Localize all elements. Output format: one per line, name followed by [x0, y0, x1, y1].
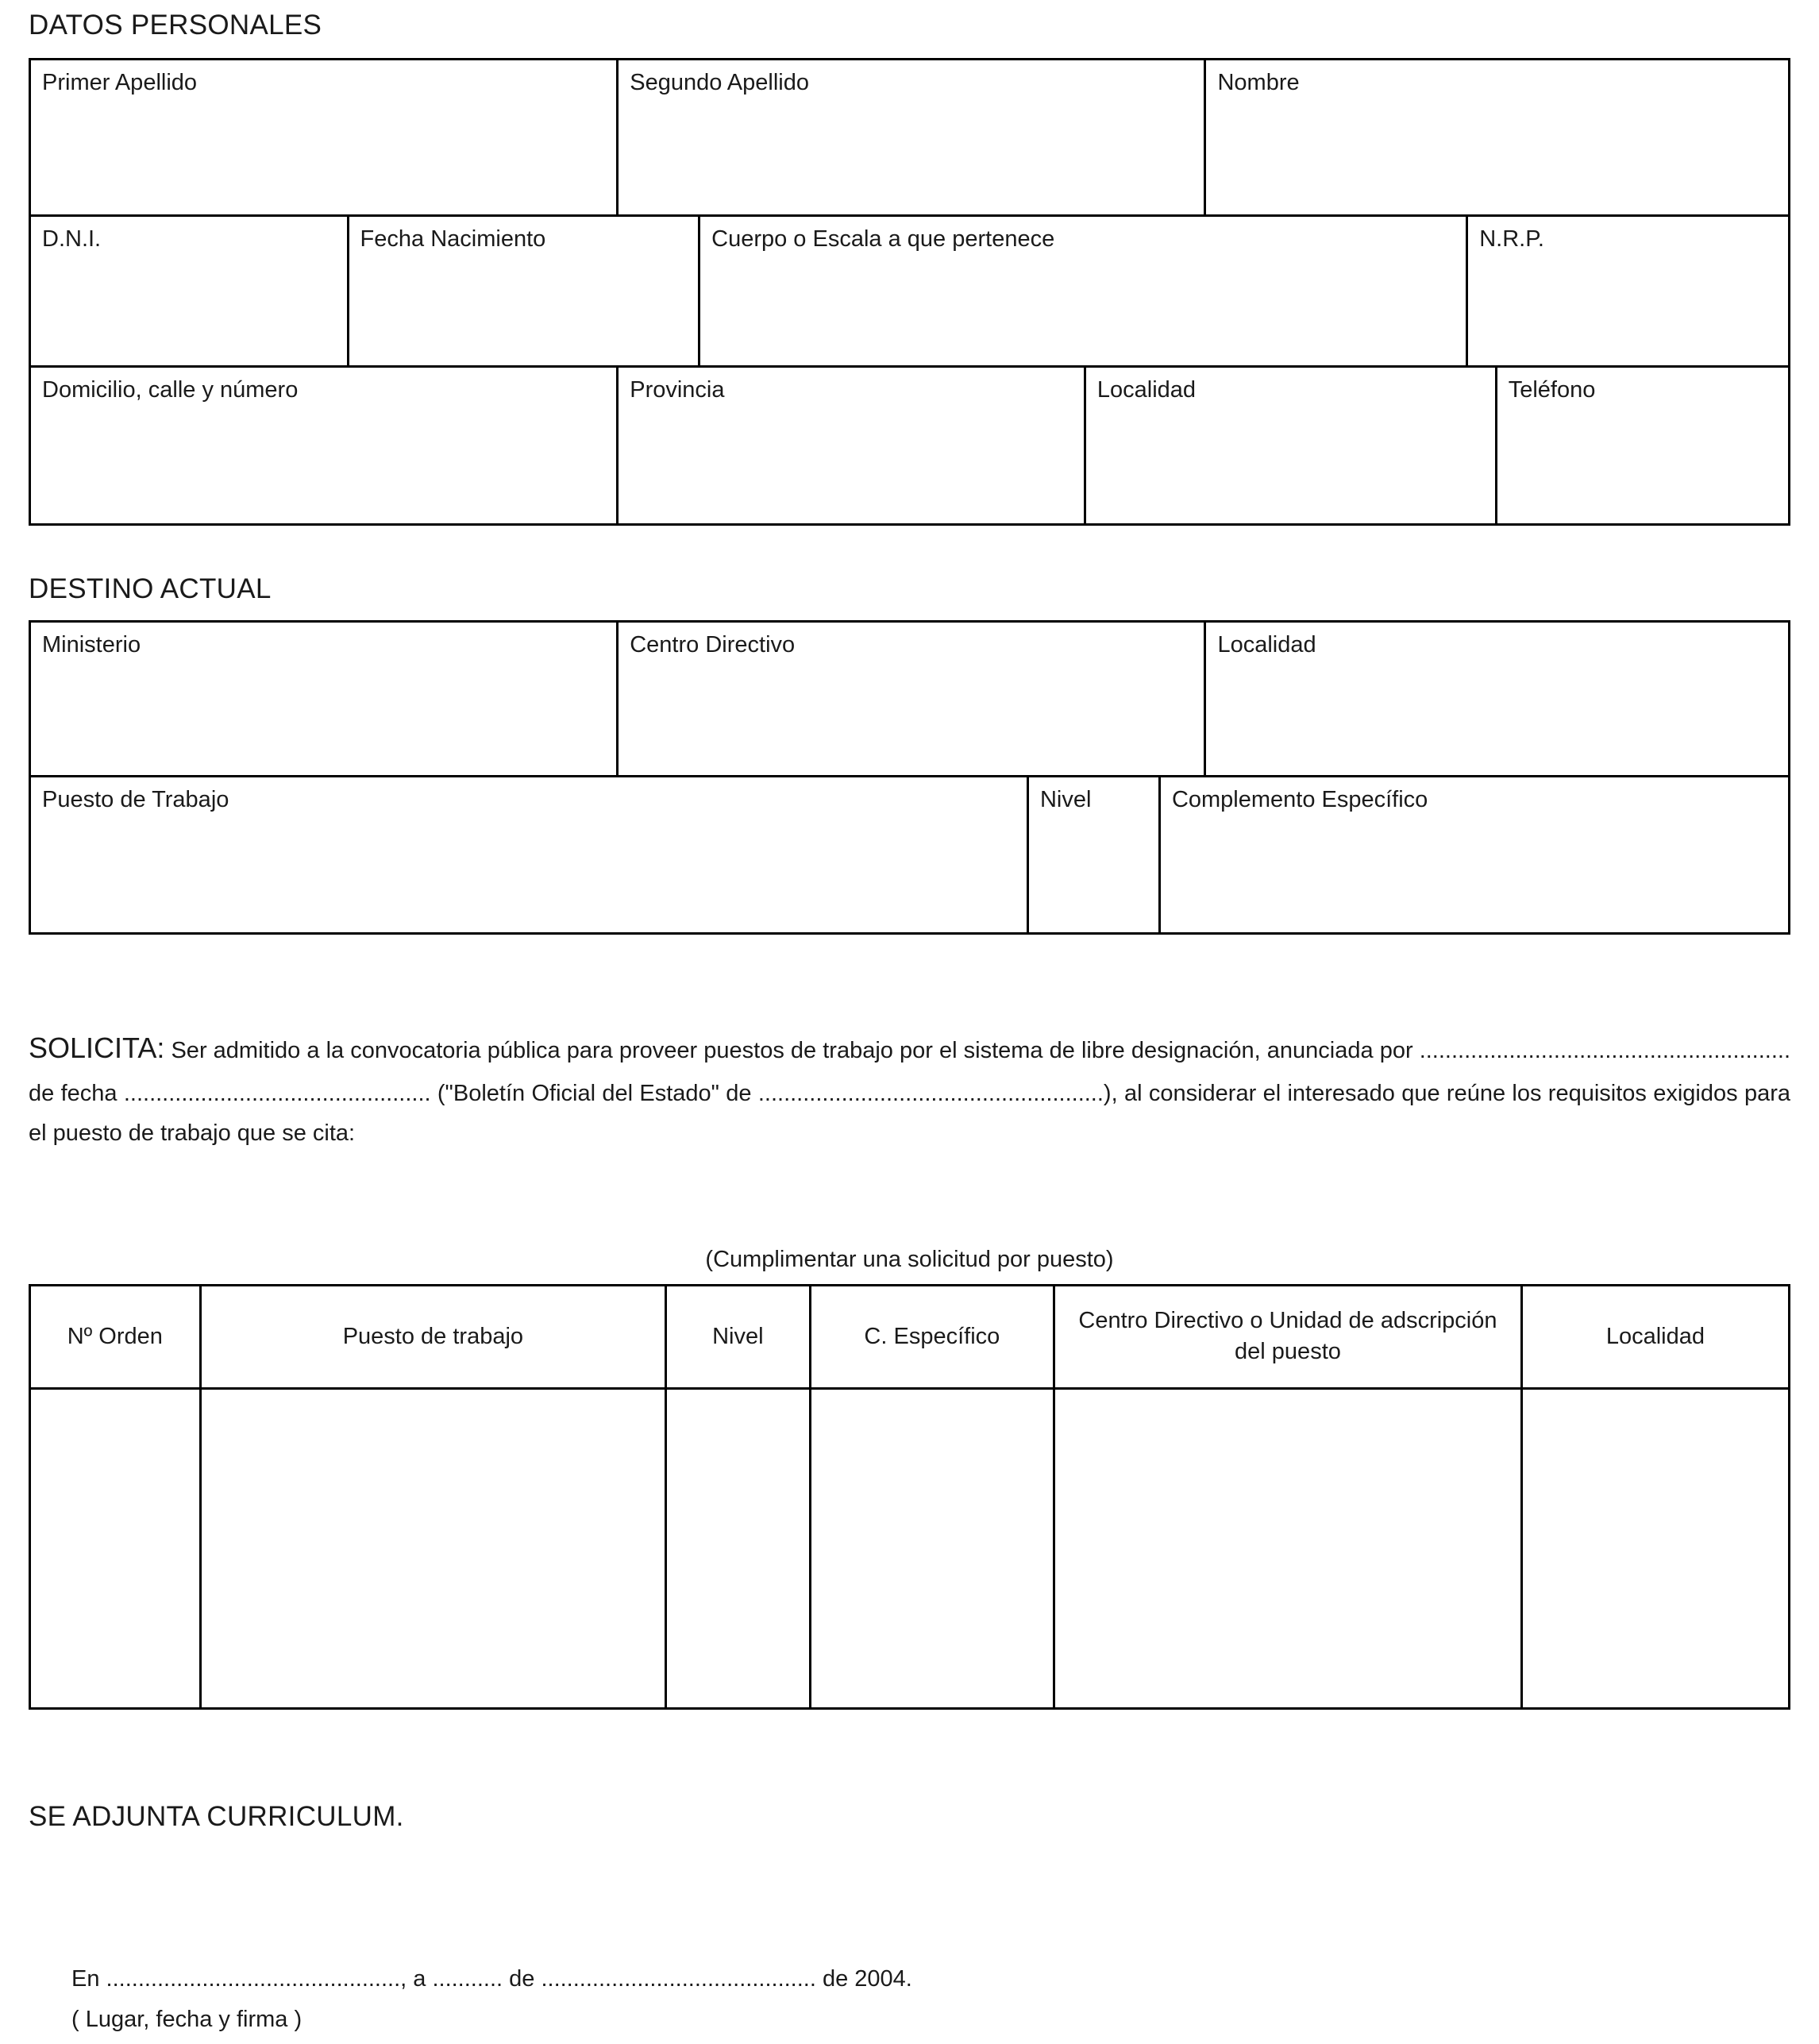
label-destino-localidad: Localidad [1217, 632, 1316, 658]
label-cuerpo-escala: Cuerpo o Escala a que pertenece [711, 226, 1055, 253]
solicitud-puesto-entry-row [31, 1390, 1788, 1707]
header-label-centro-directivo-unidad: Centro Directivo o Unidad de adscripción del puesto [1078, 1308, 1497, 1365]
field-segundo-apellido[interactable] [619, 60, 1206, 214]
header-puesto-trabajo [202, 1286, 667, 1387]
label-puesto-trabajo: Puesto de Trabajo [42, 787, 229, 813]
datos-personales-row-3 [31, 368, 1788, 523]
signature-caption: ( Lugar, fecha y firma ) [71, 2007, 303, 2033]
cumplimentar-note: (Cumplimentar una solicitud por puesto) [705, 1246, 1114, 1272]
label-fecha-nacimiento: Fecha Nacimiento [360, 226, 546, 253]
solicita-body-text: Ser admitido a la convocatoria pública para proveer puestos de trabajo por el sistema de libre designación, anunciada por .......................................................... de fecha ................................................ ("Boletín Oficial del Estado" de ......................................................), al considerar el interesado que reúne los requisitos exigidos para el puesto de trabajo que se cita: [29, 1038, 1791, 1146]
field-complemento-especifico[interactable] [1161, 777, 1788, 932]
solicitud-puesto-header-row [31, 1286, 1788, 1390]
place-date-line: En .............................................., a ........... de ........................................... de 2004. [71, 1966, 912, 1992]
header-n-orden [31, 1286, 202, 1387]
header-label-c-especifico: C. Específico [864, 1323, 1000, 1349]
label-nivel: Nivel [1039, 787, 1092, 813]
label-nombre: Nombre [1217, 70, 1300, 96]
curriculum-heading: SE ADJUNTA CURRICULUM. [29, 1800, 404, 1832]
field-nrp[interactable] [1468, 217, 1788, 365]
label-dni: D.N.I. [42, 226, 102, 253]
entry-puesto-trabajo[interactable] [202, 1390, 667, 1707]
destino-actual-heading: DESTINO ACTUAL [29, 573, 272, 605]
entry-c-especifico[interactable] [811, 1390, 1056, 1707]
field-provincia[interactable] [619, 368, 1086, 523]
label-domicilio: Domicilio, calle y número [42, 377, 299, 403]
label-segundo-apellido: Segundo Apellido [630, 70, 809, 96]
destino-actual-row-1 [31, 623, 1788, 777]
header-c-especifico [811, 1286, 1056, 1387]
entry-nivel[interactable] [667, 1390, 811, 1707]
datos-personales-table [29, 58, 1790, 526]
entry-n-orden[interactable] [31, 1390, 202, 1707]
field-nivel[interactable] [1029, 777, 1161, 932]
header-label-nivel: Nivel [712, 1323, 764, 1349]
label-complemento-especifico: Complemento Específico [1171, 787, 1428, 813]
header-centro-directivo-unidad [1055, 1286, 1523, 1387]
field-nombre[interactable] [1206, 60, 1788, 214]
destino-actual-table [29, 620, 1790, 935]
field-dni[interactable] [31, 217, 349, 365]
field-primer-apellido[interactable] [31, 60, 619, 214]
destino-actual-row-2 [31, 777, 1788, 932]
label-primer-apellido: Primer Apellido [42, 70, 198, 96]
solicita-label: SOLICITA: [29, 1032, 165, 1065]
header-label-localidad: Localidad [1605, 1323, 1705, 1349]
field-puesto-trabajo[interactable] [31, 777, 1029, 932]
field-telefono[interactable] [1497, 368, 1788, 523]
datos-personales-row-2 [31, 217, 1788, 368]
label-telefono: Teléfono [1508, 377, 1596, 403]
entry-centro-directivo-unidad[interactable] [1055, 1390, 1523, 1707]
field-ministerio[interactable] [31, 623, 619, 775]
field-cuerpo-escala[interactable] [700, 217, 1468, 365]
label-ministerio: Ministerio [42, 632, 141, 658]
signature-block [71, 1959, 1790, 2040]
label-nrp: N.R.P. [1479, 226, 1544, 253]
header-localidad [1523, 1286, 1788, 1387]
field-domicilio[interactable] [31, 368, 619, 523]
entry-localidad[interactable] [1523, 1390, 1788, 1707]
solicita-paragraph [29, 1024, 1790, 1153]
header-label-puesto-trabajo: Puesto de trabajo [342, 1323, 524, 1349]
label-centro-directivo: Centro Directivo [630, 632, 796, 658]
solicitud-puesto-table [29, 1284, 1790, 1710]
field-centro-directivo[interactable] [619, 623, 1206, 775]
label-provincia: Provincia [630, 377, 725, 403]
header-nivel [667, 1286, 811, 1387]
datos-personales-row-1 [31, 60, 1788, 217]
header-label-n-orden: Nº Orden [67, 1323, 163, 1349]
label-localidad: Localidad [1096, 377, 1197, 403]
datos-personales-heading: DATOS PERSONALES [29, 10, 322, 40]
field-destino-localidad[interactable] [1206, 623, 1788, 775]
field-fecha-nacimiento[interactable] [349, 217, 701, 365]
field-localidad[interactable] [1086, 368, 1497, 523]
